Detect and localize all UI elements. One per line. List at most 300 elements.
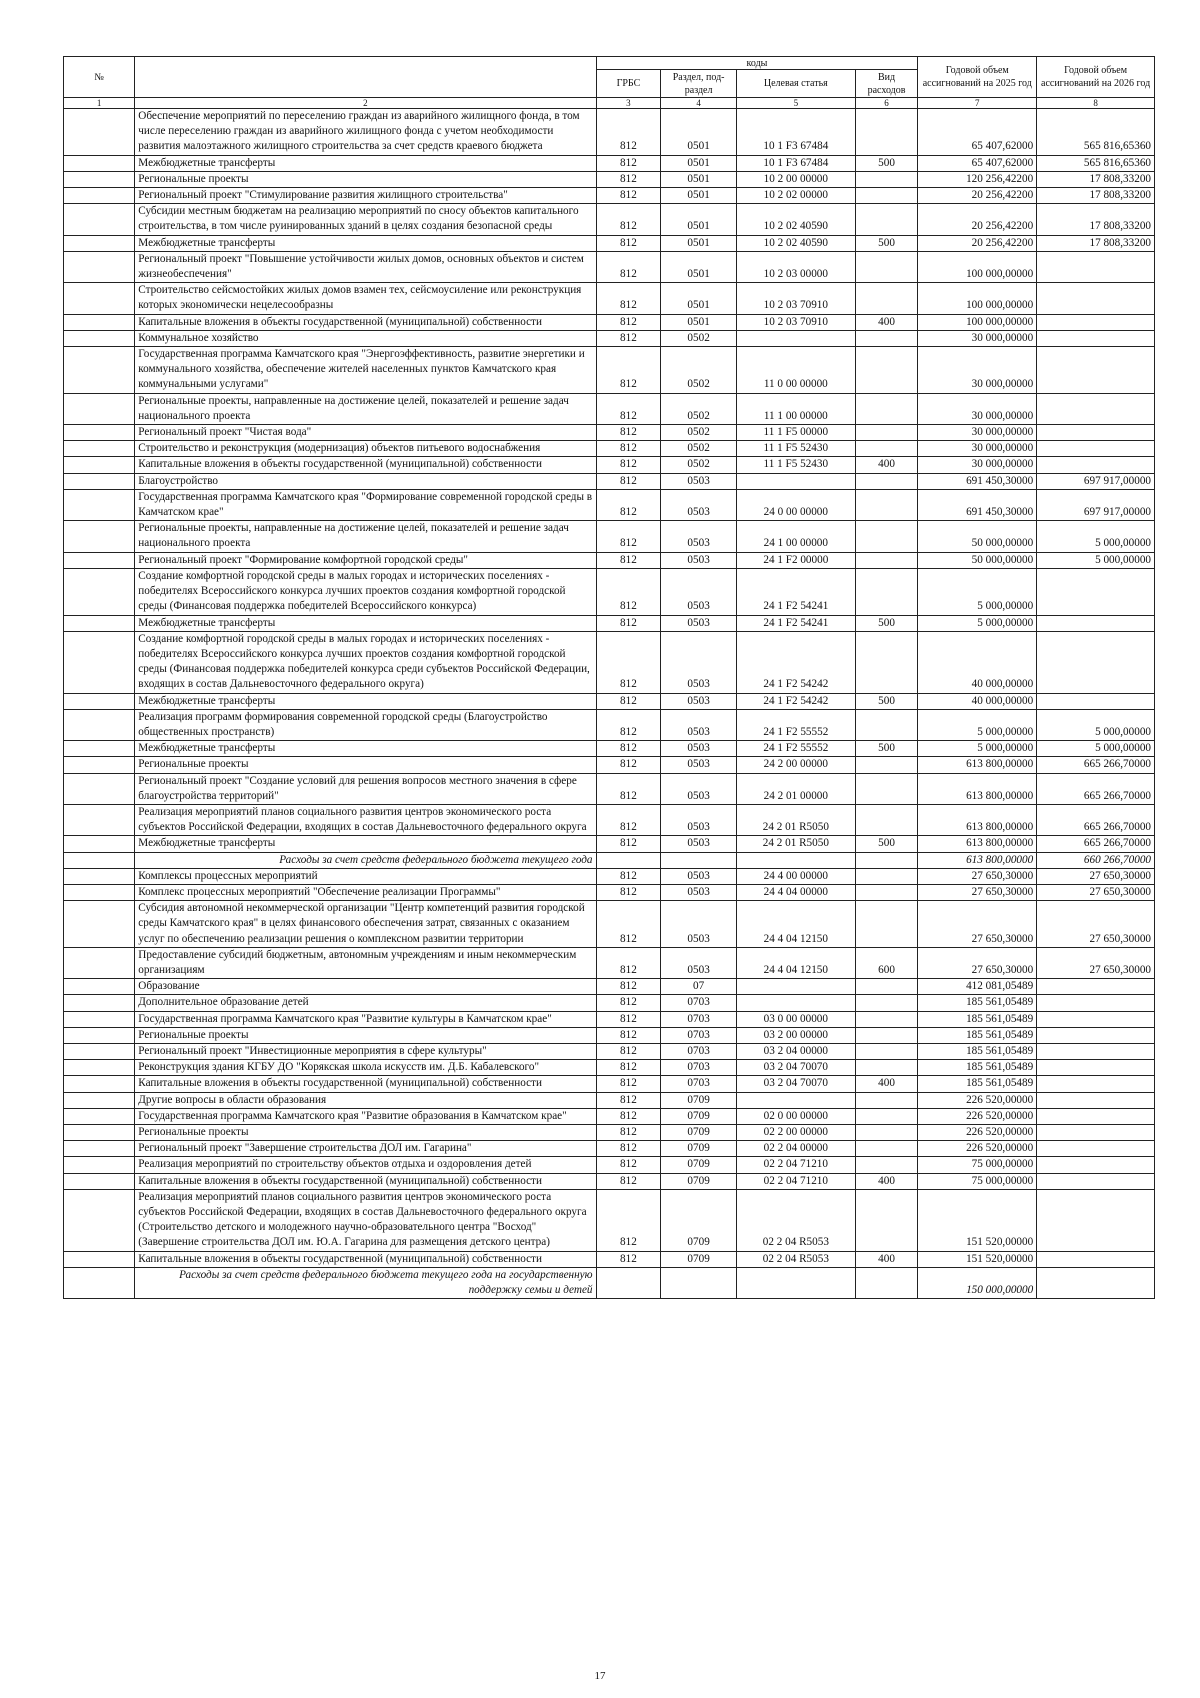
row-vr-cell — [855, 868, 918, 884]
row-csr-cell — [736, 1092, 855, 1108]
table-row — [64, 251, 1155, 282]
header-codes: коды — [596, 57, 918, 70]
row-name-cell: Капитальные вложения в объекты государственной (муниципальной) собственности — [135, 1251, 596, 1267]
row-vr-cell — [855, 204, 918, 235]
row-name-cell: Региональный проект "Формирование комфортной городской среды" — [135, 552, 596, 568]
row-razdel-cell: 0503 — [661, 901, 737, 948]
row-grbs-cell: 812 — [596, 155, 661, 171]
row-name-cell: Комплекс процессных мероприятий "Обеспечение реализации Программы" — [135, 884, 596, 900]
row-vr-cell — [855, 1125, 918, 1141]
row-name-cell: Государственная программа Камчатского края "Развитие культуры в Камчатском крае" — [135, 1011, 596, 1027]
row-name-cell: Предоставление субсидий бюджетным, автономным учреждениям и иным некоммерческим организациям — [135, 947, 596, 978]
row-number-cell — [64, 425, 135, 441]
row-vr-cell — [855, 852, 918, 868]
row-2025-cell: 27 650,30000 — [918, 868, 1037, 884]
row-name-cell: Реализация мероприятий планов социального развития центров экономического роста субъектов Российской Федерации, входящих в состав Дальневосточного федерального округа — [135, 804, 596, 835]
row-number-cell — [64, 1157, 135, 1173]
row-2025-cell: 185 561,05489 — [918, 1060, 1037, 1076]
row-2025-cell: 100 000,00000 — [918, 283, 1037, 314]
row-name-cell: Реализация мероприятий планов социального развития центров экономического роста субъектов Российской Федерации, входящих в состав Дальневосточного федерального округа (Строительство детского и молодежного научно-образовательного центра "Восход" (Завершение строительства ДОЛ им. Ю.А. Гагарина для размещения детского центра) — [135, 1189, 596, 1251]
table-row — [64, 901, 1155, 948]
row-2025-cell: 613 800,00000 — [918, 836, 1037, 852]
row-number-cell — [64, 709, 135, 740]
row-number-cell — [64, 188, 135, 204]
row-2025-cell: 226 520,00000 — [918, 1108, 1037, 1124]
row-number-cell — [64, 757, 135, 773]
row-number-cell — [64, 693, 135, 709]
row-2026-cell — [1037, 283, 1155, 314]
row-grbs-cell: 812 — [596, 1060, 661, 1076]
row-csr-cell: 24 4 04 12150 — [736, 947, 855, 978]
table-row — [64, 615, 1155, 631]
table-row — [64, 489, 1155, 520]
row-csr-cell: 03 2 04 00000 — [736, 1043, 855, 1059]
row-name-cell: Комплексы процессных мероприятий — [135, 868, 596, 884]
row-vr-cell — [855, 473, 918, 489]
row-razdel-cell: 0709 — [661, 1092, 737, 1108]
row-csr-cell: 10 2 00 00000 — [736, 171, 855, 187]
row-2025-cell: 226 520,00000 — [918, 1092, 1037, 1108]
row-csr-cell — [736, 979, 855, 995]
row-vr-cell — [855, 251, 918, 282]
row-number-cell — [64, 615, 135, 631]
row-name-cell: Расходы за счет средств федерального бюджета текущего года на государственную поддержку семьи и детей — [135, 1267, 596, 1298]
row-2025-cell: 613 800,00000 — [918, 773, 1037, 804]
row-2026-cell: 27 650,30000 — [1037, 884, 1155, 900]
row-2025-cell: 75 000,00000 — [918, 1157, 1037, 1173]
row-number-cell — [64, 804, 135, 835]
row-vr-cell — [855, 1060, 918, 1076]
row-grbs-cell — [596, 852, 661, 868]
row-grbs-cell: 812 — [596, 314, 661, 330]
row-2026-cell — [1037, 330, 1155, 346]
row-grbs-cell: 812 — [596, 693, 661, 709]
row-csr-cell — [736, 995, 855, 1011]
row-name-cell: Государственная программа Камчатского края "Энергоэффективность, развитие энергетики и коммунального хозяйства, обеспечение жителей населенных пунктов Камчатского края коммунальными услугами" — [135, 347, 596, 394]
row-csr-cell: 11 1 F5 00000 — [736, 425, 855, 441]
row-razdel-cell: 0501 — [661, 251, 737, 282]
row-csr-cell: 24 1 F2 55552 — [736, 741, 855, 757]
table-row — [64, 1251, 1155, 1267]
table-row — [64, 155, 1155, 171]
row-razdel-cell: 0501 — [661, 314, 737, 330]
row-2025-cell: 100 000,00000 — [918, 314, 1037, 330]
header-number: № — [64, 57, 135, 98]
row-2025-cell: 5 000,00000 — [918, 615, 1037, 631]
row-name-cell: Региональные проекты, направленные на достижение целей, показателей и решение задач национального проекта — [135, 521, 596, 552]
row-csr-cell: 24 0 00 00000 — [736, 489, 855, 520]
row-name-cell: Государственная программа Камчатского края "Формирование современной городской среды в Камчатском крае" — [135, 489, 596, 520]
row-name-cell: Региональные проекты, направленные на достижение целей, показателей и решение задач национального проекта — [135, 393, 596, 424]
row-grbs-cell: 812 — [596, 109, 661, 156]
table-row — [64, 852, 1155, 868]
row-csr-cell: 24 2 01 R5050 — [736, 836, 855, 852]
row-number-cell — [64, 773, 135, 804]
table-row — [64, 773, 1155, 804]
row-csr-cell: 11 1 00 00000 — [736, 393, 855, 424]
row-vr-cell — [855, 1027, 918, 1043]
row-number-cell — [64, 884, 135, 900]
row-vr-cell: 400 — [855, 1076, 918, 1092]
row-csr-cell: 02 2 04 R5053 — [736, 1189, 855, 1251]
row-2025-cell: 40 000,00000 — [918, 693, 1037, 709]
row-number-cell — [64, 741, 135, 757]
row-vr-cell — [855, 347, 918, 394]
table-row — [64, 393, 1155, 424]
row-2026-cell — [1037, 1157, 1155, 1173]
row-razdel-cell: 0709 — [661, 1251, 737, 1267]
row-razdel-cell: 0502 — [661, 425, 737, 441]
row-csr-cell: 24 1 F2 55552 — [736, 709, 855, 740]
table-row — [64, 552, 1155, 568]
row-name-cell: Субсидии местным бюджетам на реализацию мероприятий по сносу объектов капитального строительства, в том числе руинированных зданий в целях создания безопасной среды — [135, 204, 596, 235]
page-number: 17 — [594, 1670, 606, 1682]
row-2025-cell: 412 081,05489 — [918, 979, 1037, 995]
row-grbs-cell: 812 — [596, 568, 661, 615]
row-razdel-cell: 0709 — [661, 1108, 737, 1124]
row-name-cell: Капитальные вложения в объекты государственной (муниципальной) собственности — [135, 1173, 596, 1189]
row-vr-cell — [855, 1108, 918, 1124]
row-2026-cell — [1037, 1060, 1155, 1076]
row-vr-cell — [855, 489, 918, 520]
row-2025-cell: 185 561,05489 — [918, 1011, 1037, 1027]
row-number-cell — [64, 995, 135, 1011]
row-2025-cell: 50 000,00000 — [918, 552, 1037, 568]
row-2025-cell: 185 561,05489 — [918, 1043, 1037, 1059]
row-name-cell: Капитальные вложения в объекты государственной (муниципальной) собственности — [135, 457, 596, 473]
row-vr-cell: 600 — [855, 947, 918, 978]
table-row — [64, 757, 1155, 773]
row-2026-cell — [1037, 979, 1155, 995]
row-name-cell: Реализация программ формирования современной городской среды (Благоустройство общественных пространств) — [135, 709, 596, 740]
row-name-cell: Дополнительное образование детей — [135, 995, 596, 1011]
row-razdel-cell: 0703 — [661, 1043, 737, 1059]
row-2025-cell: 20 256,42200 — [918, 235, 1037, 251]
row-number-cell — [64, 1125, 135, 1141]
row-2025-cell: 75 000,00000 — [918, 1173, 1037, 1189]
row-number-cell — [64, 1108, 135, 1124]
row-2025-cell: 151 520,00000 — [918, 1189, 1037, 1251]
row-vr-cell — [855, 979, 918, 995]
row-razdel-cell: 0502 — [661, 441, 737, 457]
row-csr-cell: 10 2 03 00000 — [736, 251, 855, 282]
row-razdel-cell: 0501 — [661, 204, 737, 235]
row-name-cell: Строительство и реконструкция (модернизация) объектов питьевого водоснабжения — [135, 441, 596, 457]
header-2025: Годовой объем ассигнований на 2025 год — [918, 57, 1037, 98]
row-grbs-cell: 812 — [596, 204, 661, 235]
row-csr-cell: 10 1 F3 67484 — [736, 155, 855, 171]
row-name-cell: Региональные проекты — [135, 1125, 596, 1141]
row-vr-cell — [855, 568, 918, 615]
row-2026-cell: 17 808,33200 — [1037, 171, 1155, 187]
row-csr-cell: 24 1 F2 54241 — [736, 615, 855, 631]
header-csr: Целевая статья — [736, 70, 855, 98]
row-vr-cell — [855, 901, 918, 948]
row-2025-cell: 691 450,30000 — [918, 473, 1037, 489]
row-razdel-cell: 0503 — [661, 773, 737, 804]
row-razdel-cell: 0503 — [661, 521, 737, 552]
table-row — [64, 947, 1155, 978]
row-vr-cell — [855, 283, 918, 314]
row-number-cell — [64, 393, 135, 424]
row-2026-cell — [1037, 568, 1155, 615]
row-csr-cell: 24 2 01 R5050 — [736, 804, 855, 835]
row-number-cell — [64, 1076, 135, 1092]
row-razdel-cell: 0703 — [661, 1060, 737, 1076]
col-number: 8 — [1037, 98, 1155, 109]
row-vr-cell — [855, 552, 918, 568]
row-razdel-cell: 0503 — [661, 741, 737, 757]
row-number-cell — [64, 1267, 135, 1298]
row-number-cell — [64, 1141, 135, 1157]
row-grbs-cell: 812 — [596, 1092, 661, 1108]
row-csr-cell: 10 2 03 70910 — [736, 314, 855, 330]
row-2026-cell — [1037, 1076, 1155, 1092]
row-vr-cell: 400 — [855, 314, 918, 330]
row-razdel-cell: 0709 — [661, 1173, 737, 1189]
row-number-cell — [64, 1251, 135, 1267]
row-name-cell: Региональный проект "Инвестиционные мероприятия в сфере культуры" — [135, 1043, 596, 1059]
row-number-cell — [64, 836, 135, 852]
row-2025-cell: 5 000,00000 — [918, 709, 1037, 740]
row-2026-cell — [1037, 1251, 1155, 1267]
row-razdel-cell: 0703 — [661, 1011, 737, 1027]
row-grbs-cell: 812 — [596, 1189, 661, 1251]
row-name-cell: Региональный проект "Чистая вода" — [135, 425, 596, 441]
row-csr-cell: 10 2 02 00000 — [736, 188, 855, 204]
row-vr-cell: 500 — [855, 155, 918, 171]
row-2026-cell: 665 266,70000 — [1037, 836, 1155, 852]
row-csr-cell: 24 2 01 00000 — [736, 773, 855, 804]
row-csr-cell — [736, 330, 855, 346]
row-vr-cell — [855, 884, 918, 900]
row-csr-cell: 03 2 00 00000 — [736, 1027, 855, 1043]
row-grbs-cell: 812 — [596, 1011, 661, 1027]
row-vr-cell: 500 — [855, 615, 918, 631]
row-2026-cell — [1037, 441, 1155, 457]
row-2026-cell — [1037, 1108, 1155, 1124]
row-number-cell — [64, 155, 135, 171]
row-number-cell — [64, 441, 135, 457]
row-number-cell — [64, 489, 135, 520]
row-2026-cell — [1037, 615, 1155, 631]
col-number: 2 — [135, 98, 596, 109]
col-number: 5 — [736, 98, 855, 109]
row-number-cell — [64, 347, 135, 394]
row-2025-cell: 691 450,30000 — [918, 489, 1037, 520]
table-row — [64, 425, 1155, 441]
row-2025-cell: 185 561,05489 — [918, 1076, 1037, 1092]
table-row — [64, 204, 1155, 235]
row-name-cell: Субсидия автономной некоммерческой организации "Центр компетенций развития городской среды Камчатского края" в целях финансового обеспечения затрат, связанных с оказанием услуг по обеспечению реализации решения о комплексном развитии территории — [135, 901, 596, 948]
row-name-cell: Коммунальное хозяйство — [135, 330, 596, 346]
col-number: 7 — [918, 98, 1037, 109]
row-grbs-cell: 812 — [596, 393, 661, 424]
table-header — [64, 57, 1155, 109]
table-row — [64, 1125, 1155, 1141]
row-grbs-cell: 812 — [596, 773, 661, 804]
row-csr-cell: 24 4 04 00000 — [736, 884, 855, 900]
table-row — [64, 1060, 1155, 1076]
row-grbs-cell: 812 — [596, 979, 661, 995]
row-name-cell: Создание комфортной городской среды в малых городах и исторических поселениях - победителях Всероссийского конкурса лучших проектов создания комфортной городской среды (Финансовая поддержка победителей конкурса среди субъектов Российской Федерации, входящих в состав Дальневосточного федерального округа) — [135, 631, 596, 693]
row-2026-cell — [1037, 1173, 1155, 1189]
row-razdel-cell: 0503 — [661, 804, 737, 835]
row-vr-cell — [855, 171, 918, 187]
row-grbs-cell: 812 — [596, 441, 661, 457]
row-vr-cell — [855, 521, 918, 552]
row-number-cell — [64, 568, 135, 615]
row-2026-cell: 665 266,70000 — [1037, 757, 1155, 773]
row-2026-cell: 665 266,70000 — [1037, 773, 1155, 804]
row-razdel-cell: 0503 — [661, 489, 737, 520]
row-razdel-cell — [661, 852, 737, 868]
row-vr-cell — [855, 757, 918, 773]
table-row — [64, 836, 1155, 852]
budget-table — [63, 56, 1155, 1299]
row-name-cell: Создание комфортной городской среды в малых городах и исторических поселениях - победителях Всероссийского конкурса лучших проектов создания комфортной городской среды (Финансовая поддержка победителей Всероссийского конкурса) — [135, 568, 596, 615]
table-row — [64, 441, 1155, 457]
col-number: 1 — [64, 98, 135, 109]
row-name-cell: Реализация мероприятий по строительству объектов отдыха и оздоровления детей — [135, 1157, 596, 1173]
row-razdel-cell: 0703 — [661, 1027, 737, 1043]
row-name-cell: Благоустройство — [135, 473, 596, 489]
row-2025-cell: 20 256,42200 — [918, 188, 1037, 204]
row-name-cell: Региональные проекты — [135, 1027, 596, 1043]
row-razdel-cell: 0503 — [661, 473, 737, 489]
row-razdel-cell: 0503 — [661, 693, 737, 709]
row-grbs-cell: 812 — [596, 347, 661, 394]
row-name-cell: Образование — [135, 979, 596, 995]
row-vr-cell — [855, 188, 918, 204]
row-csr-cell: 03 2 04 70070 — [736, 1060, 855, 1076]
row-razdel-cell: 0703 — [661, 1076, 737, 1092]
row-2025-cell: 226 520,00000 — [918, 1125, 1037, 1141]
row-name-cell: Другие вопросы в области образования — [135, 1092, 596, 1108]
row-name-cell: Реконструкция здания КГБУ ДО "Корякская школа искусств им. Д.Б. Кабалевского" — [135, 1060, 596, 1076]
row-name-cell: Расходы за счет средств федерального бюджета текущего года — [135, 852, 596, 868]
row-grbs-cell: 812 — [596, 473, 661, 489]
row-csr-cell: 24 1 F2 54242 — [736, 631, 855, 693]
row-number-cell — [64, 979, 135, 995]
row-grbs-cell: 812 — [596, 283, 661, 314]
row-grbs-cell: 812 — [596, 757, 661, 773]
row-2026-cell — [1037, 251, 1155, 282]
row-grbs-cell: 812 — [596, 615, 661, 631]
row-razdel-cell: 0709 — [661, 1189, 737, 1251]
row-csr-cell: 24 1 F2 00000 — [736, 552, 855, 568]
header-2026: Годовой объем ассигнований на 2026 год — [1037, 57, 1155, 98]
row-vr-cell — [855, 709, 918, 740]
table-row — [64, 568, 1155, 615]
table-row — [64, 314, 1155, 330]
row-2025-cell: 5 000,00000 — [918, 741, 1037, 757]
row-2026-cell — [1037, 314, 1155, 330]
row-csr-cell: 11 0 00 00000 — [736, 347, 855, 394]
row-vr-cell — [855, 425, 918, 441]
row-2026-cell: 5 000,00000 — [1037, 741, 1155, 757]
row-2025-cell: 226 520,00000 — [918, 1141, 1037, 1157]
col-number: 6 — [855, 98, 918, 109]
table-row — [64, 804, 1155, 835]
row-grbs-cell: 812 — [596, 1125, 661, 1141]
row-vr-cell — [855, 1157, 918, 1173]
row-2025-cell: 185 561,05489 — [918, 1027, 1037, 1043]
row-grbs-cell: 812 — [596, 868, 661, 884]
table-row — [64, 884, 1155, 900]
row-number-cell — [64, 631, 135, 693]
row-2025-cell: 27 650,30000 — [918, 947, 1037, 978]
row-number-cell — [64, 1027, 135, 1043]
row-razdel-cell — [661, 1267, 737, 1298]
row-csr-cell: 02 2 04 71210 — [736, 1173, 855, 1189]
row-razdel-cell: 0709 — [661, 1141, 737, 1157]
row-razdel-cell: 0501 — [661, 155, 737, 171]
row-csr-cell: 02 2 04 R5053 — [736, 1251, 855, 1267]
row-name-cell: Межбюджетные трансферты — [135, 693, 596, 709]
table-row — [64, 741, 1155, 757]
row-2025-cell: 613 800,00000 — [918, 852, 1037, 868]
row-2026-cell — [1037, 1189, 1155, 1251]
row-2026-cell — [1037, 995, 1155, 1011]
row-grbs-cell: 812 — [596, 884, 661, 900]
row-number-cell — [64, 1173, 135, 1189]
row-grbs-cell: 812 — [596, 425, 661, 441]
row-name-cell: Строительство сейсмостойких жилых домов взамен тех, сейсмоусиление или реконструкция которых экономически нецелесообразны — [135, 283, 596, 314]
row-2026-cell: 665 266,70000 — [1037, 804, 1155, 835]
row-2025-cell: 65 407,62000 — [918, 109, 1037, 156]
table-row — [64, 235, 1155, 251]
row-grbs-cell: 812 — [596, 188, 661, 204]
row-csr-cell: 10 2 03 70910 — [736, 283, 855, 314]
header-vr: Вид расходов — [855, 70, 918, 98]
row-name-cell: Капитальные вложения в объекты государственной (муниципальной) собственности — [135, 314, 596, 330]
table-row — [64, 473, 1155, 489]
row-csr-cell: 24 1 00 00000 — [736, 521, 855, 552]
row-vr-cell — [855, 773, 918, 804]
row-2025-cell: 27 650,30000 — [918, 884, 1037, 900]
row-2025-cell: 27 650,30000 — [918, 901, 1037, 948]
table-row — [64, 521, 1155, 552]
row-grbs-cell: 812 — [596, 1108, 661, 1124]
row-name-cell: Межбюджетные трансферты — [135, 155, 596, 171]
row-vr-cell — [855, 1189, 918, 1251]
row-grbs-cell: 812 — [596, 330, 661, 346]
row-vr-cell — [855, 1141, 918, 1157]
row-vr-cell — [855, 1092, 918, 1108]
row-csr-cell: 02 2 00 00000 — [736, 1125, 855, 1141]
row-2025-cell: 65 407,62000 — [918, 155, 1037, 171]
row-2026-cell: 17 808,33200 — [1037, 235, 1155, 251]
row-name-cell: Региональный проект "Завершение строительства ДОЛ им. Гагарина" — [135, 1141, 596, 1157]
row-grbs-cell: 812 — [596, 521, 661, 552]
row-grbs-cell — [596, 1267, 661, 1298]
row-name-cell: Обеспечение мероприятий по переселению граждан из аварийного жилищного фонда, в том числе переселению граждан из аварийного жилищного фонда с учетом необходимости развития малоэтажного жилищного строительства за счет средств краевого бюджета — [135, 109, 596, 156]
table-row — [64, 693, 1155, 709]
row-razdel-cell: 0503 — [661, 568, 737, 615]
table-row — [64, 1108, 1155, 1124]
row-grbs-cell: 812 — [596, 251, 661, 282]
row-2025-cell: 150 000,00000 — [918, 1267, 1037, 1298]
row-csr-cell: 10 2 02 40590 — [736, 204, 855, 235]
header-razdel: Раздел, под-раздел — [661, 70, 737, 98]
row-csr-cell: 24 1 F2 54241 — [736, 568, 855, 615]
row-vr-cell — [855, 1011, 918, 1027]
row-razdel-cell: 0503 — [661, 868, 737, 884]
row-2026-cell: 565 816,65360 — [1037, 155, 1155, 171]
row-grbs-cell: 812 — [596, 552, 661, 568]
row-vr-cell: 500 — [855, 836, 918, 852]
